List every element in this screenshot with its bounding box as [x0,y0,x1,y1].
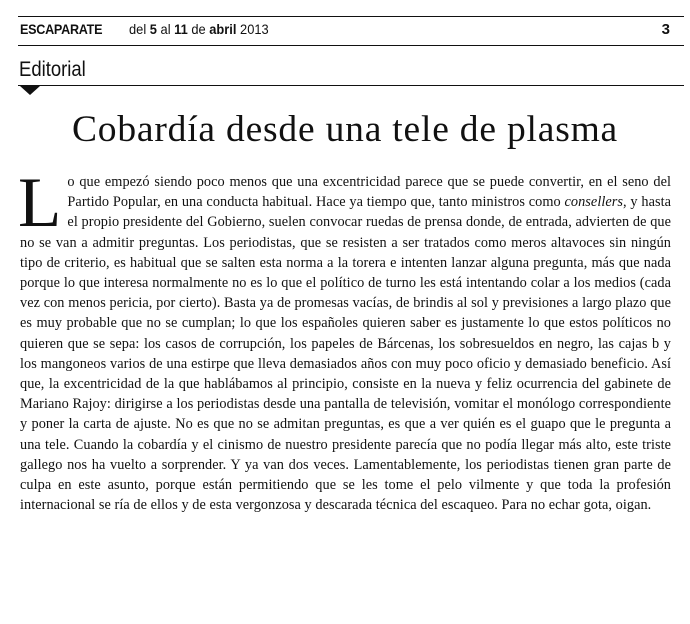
article-text-part-2: , y hasta el propio presidente del Gobierno, suelen convocar ruedas de prensa donde, de entrada, advierten de que no se van a admitir preguntas. Los periodistas, que se resisten a ser tratados como meros altavoces sin ningún tipo de criterio, es habitual que se salten esta norma a la torera e intenten lanzar alguna pregunta, más que nada porque lo que interesa normalmente no es lo que el político de turno les está intentando colar a los medios (cada vez con menos pericia, por cierto). Basta ya de promesas vacías, de brindis al sol y previsiones a largo plazo que es muy probable que no se cumplan; lo que los españoles quieren saber es justamente lo que estos políticos no quieren que se sepa: los casos de corrupción, los papeles de Bárcenas, los sobresueldos en negro, las cajas b y los mangoneos varios de una estirpe que lleva demasiados años con muy poco oficio y demasiado beneficio. Así que, la excentricidad de la que hablábamos al principio, consiste en la nueva y feliz ocurrencia del gabinete de Mariano Rajoy: dirigirse a los periodistas desde una pantalla de televisión, vomitar el monólogo correspondiente y poner la carta de ajuste. No es que no se admitan preguntas, es que a ver quién es el guapo que le pregunta a una tele. Cuando la cobardía y el cinismo de nuestro presidente parecía que no podía llegar más alto, este triste gallego nos ha vuelto a sorprender. Y ya van dos veces. Lamentablemente, los periodistas tienen gran parte de culpa en este asunto, porque están permitiendo que se les tome el pelo vilmente y que toda la profesión internacional se ría de ellos y de esta vergonzosa y descarada técnica del escaqueo. Para no echar gota, oigan. [20,194,671,514]
section-label: Editorial [19,58,86,81]
section-divider [18,85,684,86]
article-italic-term: consellers [564,194,623,211]
date-del-text: del [129,21,147,37]
date-to: 11 [174,21,188,37]
masthead [18,16,684,46]
date-year: 2013 [240,21,269,37]
article-text-part-1: o que empezó siendo poco menos que una excentricidad parece que se puede convertir, en el seno del Partido Popular, en una conducta habitual. Hace ya tiempo que, tanto ministros como [67,174,671,211]
article-headline: Cobardía desde una tele de plasma [72,109,618,150]
drop-cap: L [18,164,62,242]
issue-dates [129,21,269,37]
date-al-text: al [160,21,171,37]
page-number: 3 [661,21,670,38]
date-de-text: de [191,21,206,37]
article-paragraph [18,164,671,515]
date-from: 5 [149,21,157,37]
date-month: abril [209,21,237,37]
publication-section-name: ESCAPARATE [20,21,103,37]
section-arrow-icon [20,86,40,95]
article-body [18,164,671,515]
